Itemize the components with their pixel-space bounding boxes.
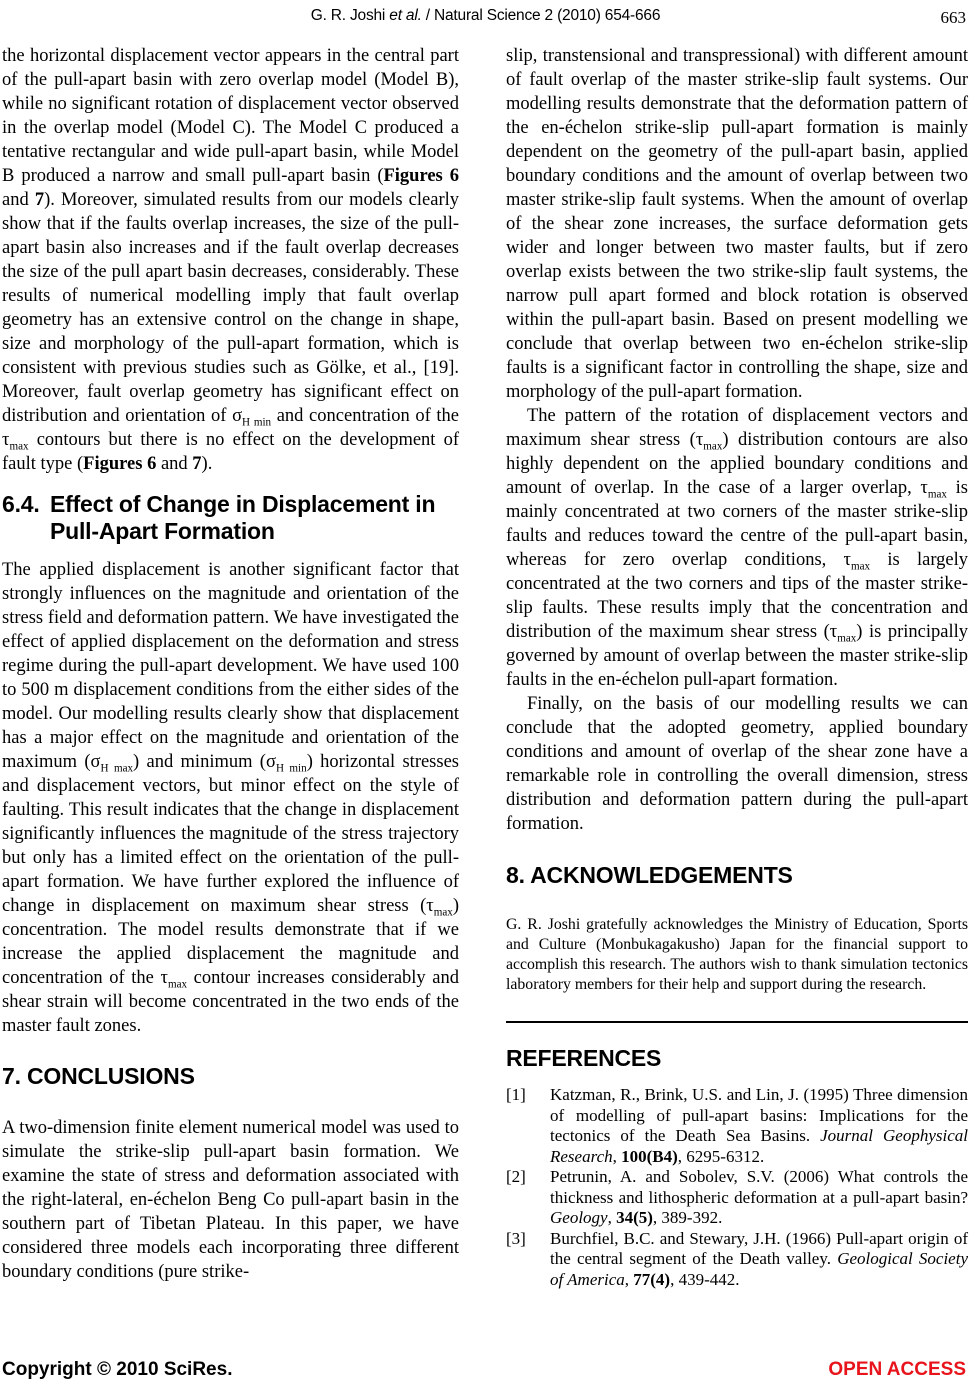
- reference-text: Burchfiel, B.C. and Stewary, J.H. (1966) Pull-apart origin of the central segment of the Death valley. Geological Society of America, 77(4), 439-442.: [550, 1228, 968, 1289]
- references-divider: [506, 1021, 968, 1023]
- section-heading-7-conclusions: 7. CONCLUSIONS: [2, 1063, 195, 1089]
- two-column-body: [2, 44, 968, 1290]
- right-column: [506, 44, 968, 1290]
- paragraph-results-discussion: the horizontal displacement vector appears in the central part of the pull-apart basin with zero overlap model (Model B), while no significant rotation of displacement vector observed in the overlap model (Model C). The Model C produced a tentative rectangular and wide pull-apart basin, while Model B produced a narrow and small pull-apart basin (Figures 6 and 7). Moreover, simulated results from our models clearly show that if the faults overlap increases, the size of the pull-apart basin also increases and if the fault overlap decreases the size of the pull apart basin decreases, considerably. These results of numerical modelling imply that fault overlap geometry has an extensive control on the change in shape, size and morphology of the pull-apart formation, which is consistent with previous studies such as Gölke, et al., [19]. Moreover, fault overlap geometry has significant effect on distribution and orientation of $\sigma_{H min}$ and concentration of the $\tau_{max}$ contours but there is no effect on the development of fault type (Figures 6 and 7).: [2, 46, 459, 474]
- reference-label: [1]: [506, 1085, 526, 1104]
- reference-text: Petrunin, A. and Sobolev, S.V. (2006) What controls the thickness and lithospheric deformation at a pull-apart basin? Geology, 34(5), 389-392.: [550, 1167, 968, 1227]
- page-number: 663: [940, 8, 966, 27]
- running-head: G. R. Joshi et al. / Natural Science 2 (2010) 654-666: [310, 7, 661, 24]
- paragraph-conclusions-continued: slip, transtensional and transpressional) with different amount of fault overlap of the master strike-slip fault systems. Our modelling results demonstrate that the deformation pattern of the en-échelon strike-slip pull-apart formation is mainly dependent on the geometry of the pull-apart basin, applied boundary conditions and the amount of overlap between two master strike-slip fault systems. When the amount of overlap of the shear zone increases, the surface deformation gets wider and longer between two master faults, but if zero overlap exists between the two strike-slip fault systems, the narrow pull apart formed and block rotation is observed within the pull-apart basin. Based on present modelling we conclude that overlap between two en-échelon strike-slip faults is a significant factor in controlling the shape, size and morphology of the pull-apart formation.: [506, 46, 968, 402]
- copyright-notice: Copyright © 2010 SciRes.: [2, 1359, 233, 1380]
- references-list: [506, 1085, 968, 1290]
- reference-label: [3]: [506, 1228, 526, 1248]
- reference-item: [506, 1167, 968, 1229]
- reference-text: Katzman, R., Brink, U.S. and Lin, J. (1995) Three dimension of modelling of pull-apart basins: Implications for the tectonics of the Death Sea Basins. Journal Geophysical Research, 100(B4), 6295-6312.: [550, 1085, 969, 1166]
- paragraph-conclusions-final: Finally, on the basis of our modelling results we can conclude that the adopted geometry, applied boundary conditions and amount of overlap of the shear zone have a remarkable role in controlling the overall dimension, stress distribution and deformation pattern during the pull-apart formation.: [506, 694, 968, 834]
- reference-item: [506, 1229, 968, 1291]
- reference-label: [2]: [506, 1167, 526, 1186]
- paragraph-conclusions-pattern: The pattern of the rotation of displacement vectors and maximum shear stress $(\tau_{max})$ distribution contours are also highly dependent on the applied boundary conditions and amount of overlap. In the case of a larger overlap, $\tau_{max}$ is mainly concentrated at two corners of the master strike-slip faults and reduces toward the centre of the pull-apart basin, whereas for zero overlap conditions, $\tau_{max}$ is largely concentrated at the two corners and tips of the master strike-slip faults. These results imply that the concentration and distribution of the maximum shear stress $(\tau_{max})$ is principally governed by amount of overlap between the master strike-slip faults in the en-échelon pull-apart formation.: [506, 406, 969, 690]
- page-footer: [2, 1359, 966, 1381]
- acknowledgements-text: G. R. Joshi gratefully acknowledges the Ministry of Education, Sports and Culture (Monbukagakusho) Japan for the financial support to accomplish this research. The authors wish to thank simulation tectonics laboratory members for their help and support during the research.: [506, 916, 968, 993]
- section-heading-6-4: [2, 491, 459, 545]
- section-heading-8-acknowledgements: 8. ACKNOWLEDGEMENTS: [506, 862, 793, 888]
- left-column: [2, 44, 459, 1290]
- references-heading: REFERENCES: [506, 1045, 662, 1071]
- page-header: [0, 7, 971, 33]
- section-title: Effect of Change in Displacement in Pull-Apart Formation: [50, 491, 436, 544]
- open-access-label: OPEN ACCESS: [828, 1359, 966, 1380]
- paragraph-displacement-effect: The applied displacement is another significant factor that strongly influences on the magnitude and orientation of the stress field and deformation pattern. We have investigated the effect of applied displacement on the deformation and stress regime during the pull-apart development. We have used 100 to 500 m displacement conditions from the either sides of the model. Our modelling results clearly show that displacement has a major effect on the magnitude and orientation of the maximum $(\sigma_{H max})$ and minimum $(\sigma_{H min})$ horizontal stresses and displacement vectors, but minor effect on the style of faulting. This result indicates that the change in displacement significantly influences the magnitude of the stress trajectory but only has a limited effect on the orientation of the pull-apart formation. We have further explored the influence of change in displacement on maximum shear stress $(\tau_{max})$ concentration. The model results demonstrate that if we increase the applied displacement the magnitude and concentration of the $\tau_{max}$ contour increases considerably and shear strain will become concentrated in the two ends of the master fault zones.: [2, 560, 459, 1036]
- section-number: 6.4.: [2, 491, 40, 517]
- paragraph-conclusions-intro: A two-dimension finite element numerical model was used to simulate the strike-slip pull-apart basin formation. We examine the state of stress and deformation associated with the right-lateral, en-échelon Beng Co pull-apart basin in the southern part of Tibetan Plateau. In this paper, we have considered three models each incorporating three different boundary conditions (pure strike-: [2, 1118, 459, 1282]
- reference-item: [506, 1085, 968, 1167]
